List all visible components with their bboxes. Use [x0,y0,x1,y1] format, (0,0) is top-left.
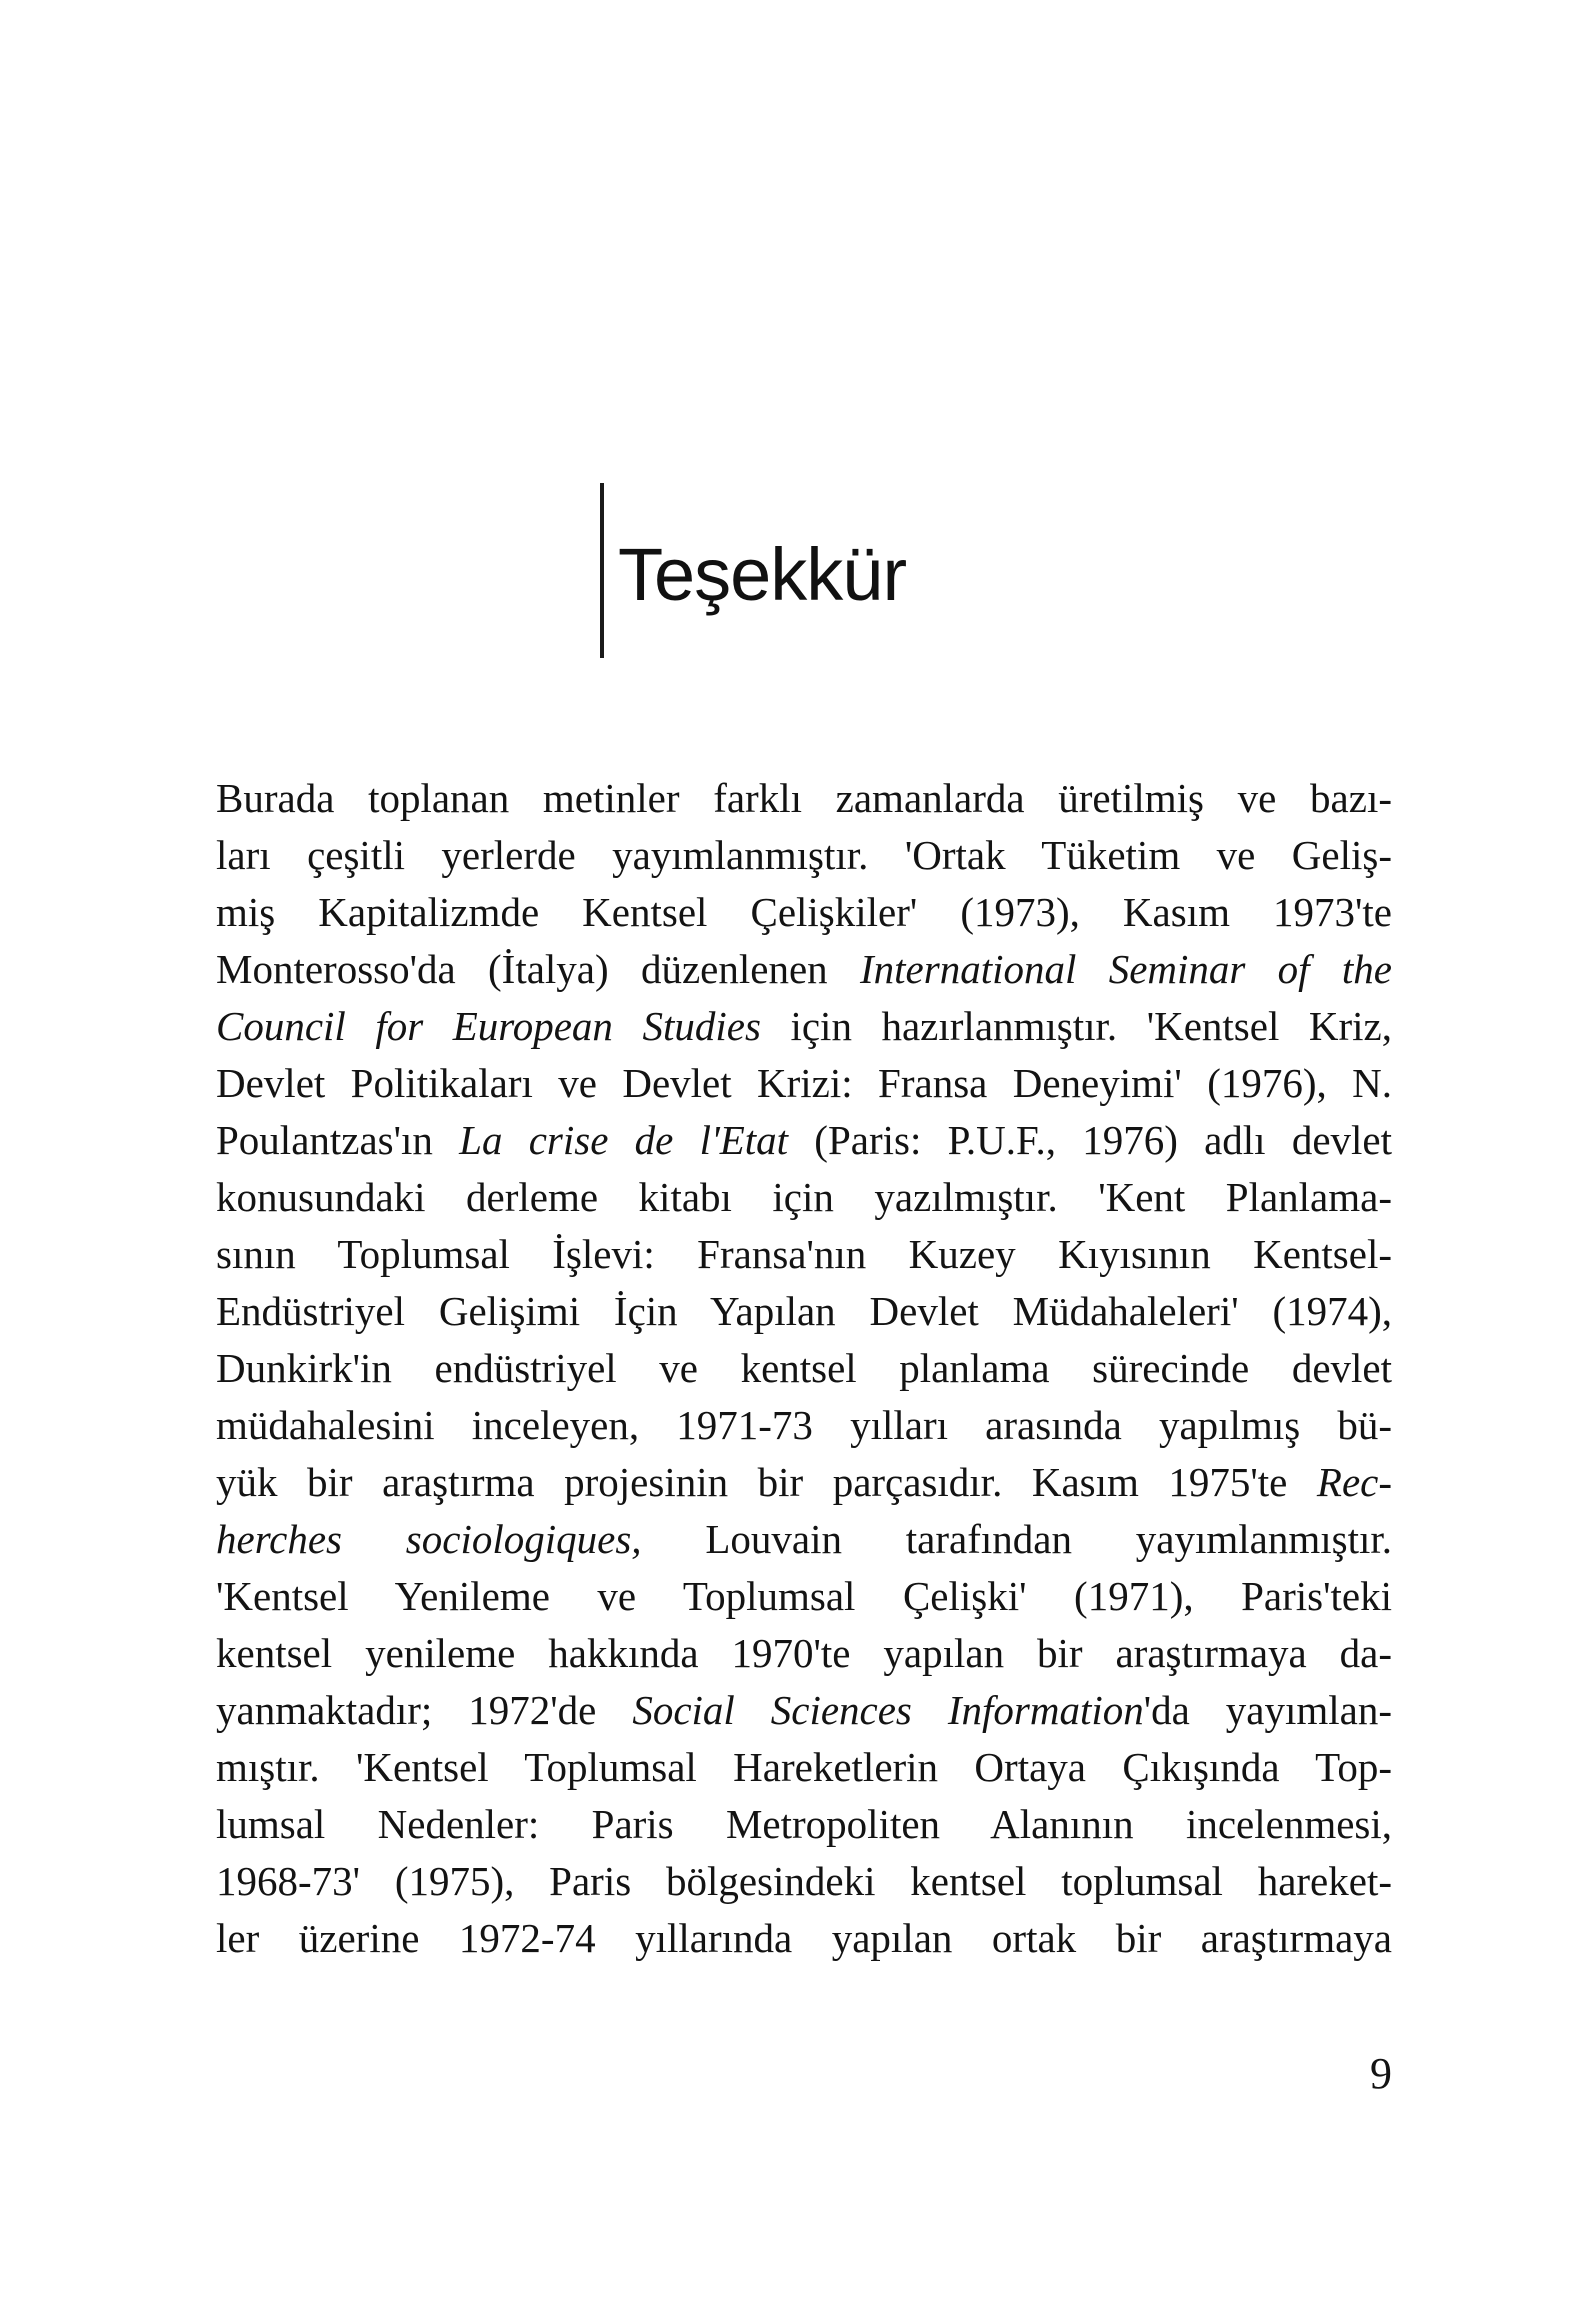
text-line [216,998,1392,1055]
italic-text-segment: International Seminar of the [860,946,1392,992]
text-segment: Dunkirk'in endüstriyel ve kentsel planlama sürecinde devlet [216,1345,1392,1391]
text-segment: sının Toplumsal İşlevi: Fransa'nın Kuzey Kıyısının Kentsel- [216,1231,1392,1277]
text-segment: Burada toplanan metinler farklı zamanlarda üretilmiş ve bazı- [216,775,1392,821]
text-segment: miş Kapitalizmde Kentsel Çelişkiler' (1973), Kasım 1973'te [216,889,1392,935]
page-number: 9 [1370,2049,1392,2098]
italic-text-segment: herches sociologiques, [216,1516,642,1562]
text-segment: Devlet Politikaları ve Devlet Krizi: Fransa Deneyimi' (1976), N. [216,1060,1392,1106]
text-line [216,1910,1392,1967]
italic-text-segment: Rec- [1316,1459,1392,1505]
text-line [216,1283,1392,1340]
text-line [216,1796,1392,1853]
text-segment: mıştır. 'Kentsel Toplumsal Hareketlerin Ortaya Çıkışında Top- [216,1744,1392,1790]
text-line [216,1853,1392,1910]
text-segment: yük bir araştırma projesinin bir parçasıdır. Kasım 1975'te [216,1459,1317,1505]
text-line [216,1682,1392,1739]
text-segment: Endüstriyel Gelişimi İçin Yapılan Devlet Müdahaleleri' (1974), [216,1288,1392,1334]
text-segment: ler üzerine 1972-74 yıllarında yapılan ortak bir araştırmaya [216,1915,1392,1961]
text-segment: ları çeşitli yerlerde yayımlanmıştır. 'Ortak Tüketim ve Geliş- [216,832,1392,878]
text-line [216,1340,1392,1397]
text-line [216,827,1392,884]
chapter-title-block [600,483,906,658]
text-line [216,1511,1392,1568]
text-line [216,770,1392,827]
text-line [216,1625,1392,1682]
text-line [216,1169,1392,1226]
text-line [216,941,1392,998]
text-segment: lumsal Nedenler: Paris Metropoliten Alanının incelenmesi, [216,1801,1392,1847]
text-segment: Poulantzas'ın [216,1117,460,1163]
text-segment: için hazırlanmıştır. 'Kentsel Kriz, [760,1003,1392,1049]
text-line [216,1397,1392,1454]
text-segment: kentsel yenileme hakkında 1970'te yapılan bir araştırmaya da- [216,1630,1392,1676]
text-segment: 'Kentsel Yenileme ve Toplumsal Çelişki' (1971), Paris'teki [216,1573,1392,1619]
chapter-title: Teşekkür [618,532,907,616]
text-segment: konusundaki derleme kitabı için yazılmıştır. 'Kent Planlama- [216,1174,1392,1220]
italic-text-segment: Social Sciences Information [632,1687,1144,1733]
text-segment: (Paris: P.U.F., 1976) adlı devlet [788,1117,1392,1163]
text-segment: müdahalesini inceleyen, 1971-73 yılları arasında yapılmış bü- [216,1402,1392,1448]
text-line [216,1739,1392,1796]
text-segment: Monterosso'da (İtalya) düzenlenen [216,946,860,992]
text-line [216,884,1392,941]
text-line [216,1226,1392,1283]
text-segment: 'da yayımlan- [1143,1687,1392,1733]
text-line [216,1055,1392,1112]
title-divider-bar [600,483,604,658]
text-line [216,1112,1392,1169]
text-segment: 1968-73' (1975), Paris bölgesindeki kentsel toplumsal hareket- [216,1858,1392,1904]
text-line [216,1454,1392,1511]
text-segment: yanmaktadır; 1972'de [216,1687,633,1733]
text-line [216,1568,1392,1625]
body-text [216,770,1392,1967]
text-segment: Louvain tarafından yayımlanmıştır. [641,1516,1393,1562]
italic-text-segment: Council for European Studies [216,1003,761,1049]
italic-text-segment: La crise de l'Etat [459,1117,789,1163]
